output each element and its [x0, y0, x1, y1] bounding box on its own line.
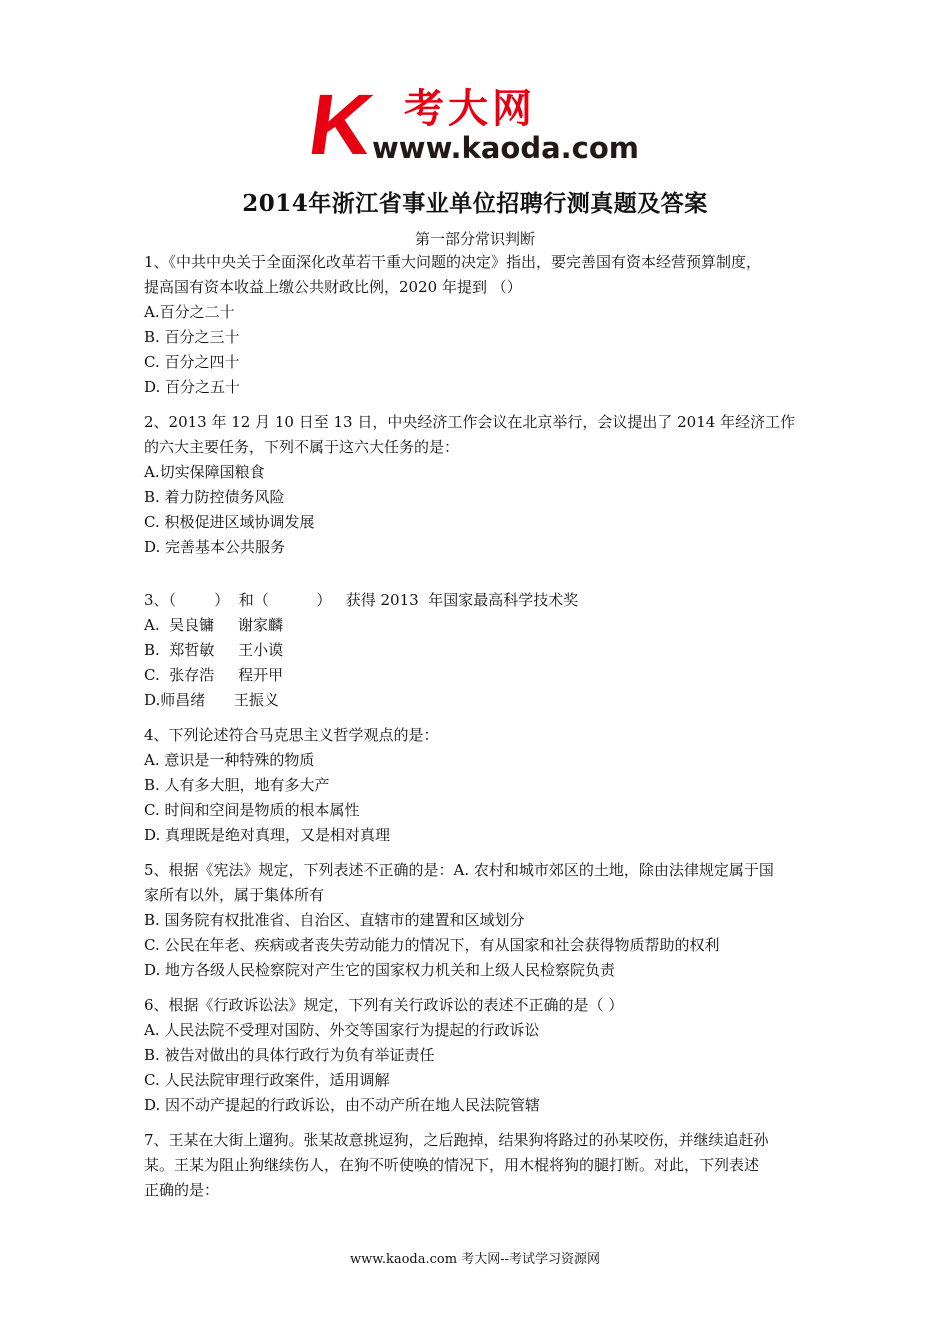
kaoda-logo: [303, 77, 640, 173]
question-text: 某。王某为阻止狗继续伤人，在狗不听使唤的情况下，用木棍将狗的腿打断。对此，下列表述: [144, 1156, 760, 1174]
option-d: D. 因不动产提起的行政诉讼，由不动产所在地人民法院管辖: [144, 1096, 541, 1114]
option-c: C. 积极促进区域协调发展: [144, 513, 315, 531]
option-a: A. 吴良镛 谢家麟: [144, 616, 283, 634]
logo-brand-url: www.kaoda.com: [372, 131, 639, 165]
option-a: A.切实保障国粮食: [144, 463, 265, 481]
question-text: 提高国有资本收益上缴公共财政比例，2020 年提到 （）: [144, 278, 522, 296]
question-text: 的六大主要任务，下列不属于这六大任务的是：: [144, 438, 460, 456]
question-text: 5、根据《宪法》规定，下列表述不正确的是：A. 农村和城市郊区的土地，除由法律规定属于国: [144, 861, 774, 879]
question-text: 3、（ ） 和（ ） 获得 2013 年国家最高科学技术奖: [144, 591, 579, 609]
option-b: B. 国务院有权批准省、自治区、直辖市的建置和区域划分: [144, 911, 525, 929]
option-d: D. 百分之五十: [144, 378, 241, 396]
question-7: [144, 1128, 810, 1203]
question-text: 1、《中共中央关于全面深化改革若干重大问题的决定》指出，要完善国有资本经营预算制度，: [144, 253, 762, 271]
question-list: [144, 250, 810, 1213]
question-text: 7、王某在大街上遛狗。张某故意挑逗狗，之后跑掉，结果狗将路过的孙某咬伤，并继续追赶孙: [144, 1131, 769, 1149]
option-b: B. 着力防控债务风险: [144, 488, 285, 506]
option-a: A.百分之二十: [144, 303, 235, 321]
question-text: 家所有以外，属于集体所有: [144, 886, 325, 904]
question-6: [144, 993, 810, 1118]
option-b: B. 被告对做出的具体行政行为负有举证责任: [144, 1046, 435, 1064]
option-c: C. 人民法院审理行政案件，适用调解: [144, 1071, 390, 1089]
question-4: [144, 723, 810, 848]
logo-brand-cn: 考大网: [404, 86, 536, 132]
option-a: A. 人民法院不受理对国防、外交等国家行为提起的行政诉讼: [144, 1021, 540, 1039]
option-b: B. 百分之三十: [144, 328, 240, 346]
question-3: [144, 588, 810, 713]
logo-k-letter: K: [303, 77, 379, 173]
page-footer: www.kaoda.com 考大网--考试学习资源网: [350, 1252, 600, 1267]
option-d: D.师昌绪 王振义: [144, 691, 279, 709]
question-5: [144, 858, 810, 983]
option-d: D. 完善基本公共服务: [144, 538, 286, 556]
option-d: D. 真理既是绝对真理，又是相对真理: [144, 826, 391, 844]
option-c: C. 公民在年老、疾病或者丧失劳动能力的情况下，有从国家和社会获得物质帮助的权利: [144, 936, 720, 954]
question-text: 正确的是：: [144, 1181, 220, 1199]
option-c: C. 张存浩 程开甲: [144, 666, 284, 684]
option-c: C. 百分之四十: [144, 353, 240, 371]
question-2: [144, 410, 810, 560]
question-1: [144, 250, 810, 400]
question-text: 6、根据《行政诉讼法》规定，下列有关行政诉讼的表述不正确的是（ ）: [144, 996, 624, 1014]
question-text: 4、下列论述符合马克思主义哲学观点的是：: [144, 726, 439, 744]
option-a: A. 意识是一种特殊的物质: [144, 751, 315, 769]
question-text: 2、2013 年 12 月 10 日至 13 日，中央经济工作会议在北京举行，会议提出了 2014 年经济工作: [144, 413, 796, 431]
option-d: D. 地方各级人民检察院对产生它的国家权力机关和上级人民检察院负责: [144, 961, 616, 979]
section-heading: 第一部分常识判断: [414, 230, 535, 248]
document-title: 2014年浙江省事业单位招聘行测真题及答案: [242, 190, 708, 217]
option-b: B. 郑哲敏 王小谟: [144, 641, 284, 659]
option-c: C. 时间和空间是物质的根本属性: [144, 801, 360, 819]
option-b: B. 人有多大胆，地有多大产: [144, 776, 330, 794]
